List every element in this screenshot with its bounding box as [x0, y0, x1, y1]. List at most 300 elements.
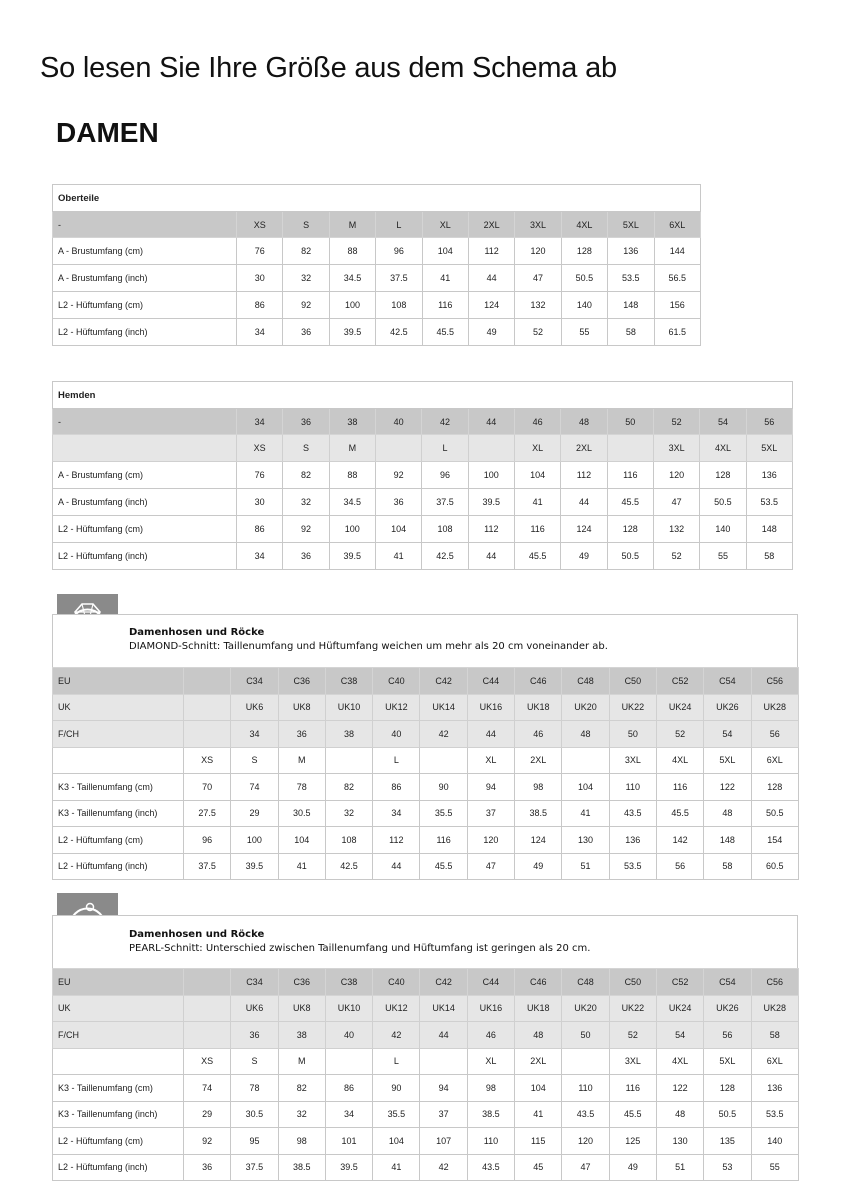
table-cell: 92	[375, 462, 421, 489]
size-letter-cell: XS	[237, 435, 283, 462]
size-header-cell: 48	[562, 721, 609, 748]
table-cell: 47	[467, 853, 514, 880]
measurement-row	[53, 319, 701, 346]
size-letter-cell: 4XL	[700, 435, 746, 462]
table-cell: 92	[184, 1128, 231, 1155]
size-header-cell: C40	[373, 969, 420, 996]
table-cell: 41	[375, 543, 421, 570]
size-header-cell	[184, 694, 231, 721]
row-label	[53, 747, 184, 774]
table-cell: 104	[515, 1075, 562, 1102]
table-cell: 41	[422, 265, 468, 292]
table-cell: 42.5	[422, 543, 468, 570]
table-cell: 27.5	[184, 800, 231, 827]
table-cell: 116	[514, 516, 560, 543]
pearl-title: Damenhosen und Röcke	[129, 929, 265, 940]
table-cell: 142	[656, 827, 703, 854]
size-header-cell: XL	[422, 212, 468, 238]
row-label: A - Brustumfang (inch)	[53, 489, 237, 516]
table-cell: 110	[562, 1075, 609, 1102]
size-header-row	[53, 747, 799, 774]
table-cell: 76	[237, 462, 283, 489]
table-cell: 94	[467, 774, 514, 801]
measurement-row	[53, 774, 799, 801]
size-header-cell: M	[278, 747, 325, 774]
table-caption-row	[53, 382, 793, 409]
size-header-cell	[184, 668, 231, 695]
pearl-header-panel	[52, 915, 798, 968]
row-label: K3 - Taillenumfang (cm)	[53, 1075, 184, 1102]
row-label: EU	[53, 668, 184, 695]
size-header-cell	[325, 1048, 372, 1075]
table-cell: 100	[231, 827, 278, 854]
size-header-cell: C38	[325, 969, 372, 996]
table-cell: 38.5	[515, 800, 562, 827]
table-cell: 144	[654, 238, 700, 265]
size-header-cell: UK18	[515, 995, 562, 1022]
size-header-cell: 38	[278, 1022, 325, 1049]
row-label: K3 - Taillenumfang (inch)	[53, 1101, 184, 1128]
table-cell: 50.5	[607, 543, 653, 570]
size-header-cell: UK10	[325, 694, 372, 721]
table-cell: 30	[237, 489, 283, 516]
size-header-cell	[184, 969, 231, 996]
row-label: L2 - Hüftumfang (inch)	[53, 543, 237, 570]
size-letter-row	[53, 435, 793, 462]
table-cell: 37	[420, 1101, 467, 1128]
size-header-cell: UK12	[373, 995, 420, 1022]
table-cell: 38.5	[467, 1101, 514, 1128]
table-cell: 29	[231, 800, 278, 827]
size-header-cell: 5XL	[704, 747, 751, 774]
table-cell: 104	[278, 827, 325, 854]
size-header-cell: C52	[656, 969, 703, 996]
size-header-cell	[325, 747, 372, 774]
size-header-cell: C54	[704, 969, 751, 996]
table-cell: 98	[278, 1128, 325, 1155]
size-header-cell: 50	[609, 721, 656, 748]
size-header-cell: UK14	[420, 995, 467, 1022]
table-cell: 112	[468, 516, 514, 543]
table-cell: 107	[420, 1128, 467, 1155]
diamond-header-panel	[52, 614, 798, 667]
table-cell: 42.5	[376, 319, 422, 346]
size-header-row	[53, 995, 799, 1022]
table-cell: 36	[283, 543, 329, 570]
size-header-cell	[562, 747, 609, 774]
table-cell: 34	[325, 1101, 372, 1128]
table-cell: 36	[283, 319, 329, 346]
table-cell: 140	[700, 516, 746, 543]
size-letter-cell: M	[329, 435, 375, 462]
table-cell: 39.5	[329, 543, 375, 570]
row-label: A - Brustumfang (inch)	[53, 265, 237, 292]
size-header-cell: UK28	[751, 694, 798, 721]
table-cell: 96	[422, 462, 468, 489]
table-cell: 45.5	[607, 489, 653, 516]
table-cell: 32	[325, 800, 372, 827]
table-cell: 128	[561, 238, 607, 265]
size-header-cell	[420, 1048, 467, 1075]
table-cell: 56.5	[654, 265, 700, 292]
size-header-cell: 4XL	[656, 1048, 703, 1075]
size-header-cell: 34	[237, 409, 283, 435]
size-header-row	[53, 668, 799, 695]
size-header-cell: C44	[467, 668, 514, 695]
table-cell: 128	[751, 774, 798, 801]
table-cell: 45.5	[422, 319, 468, 346]
size-header-cell: 52	[609, 1022, 656, 1049]
corner-cell: -	[53, 212, 237, 238]
row-label: A - Brustumfang (cm)	[53, 462, 237, 489]
table-cell: 37.5	[231, 1154, 278, 1181]
table-cell: 56	[656, 853, 703, 880]
table-cell: 120	[562, 1128, 609, 1155]
table-cell: 124	[561, 516, 607, 543]
table-cell: 58	[704, 853, 751, 880]
table-cell: 53	[704, 1154, 751, 1181]
size-header-cell: 56	[746, 409, 792, 435]
size-header-cell: C50	[609, 969, 656, 996]
measurement-row	[53, 265, 701, 292]
size-header-cell: XS	[237, 212, 283, 238]
size-header-cell: 34	[231, 721, 278, 748]
row-label: L2 - Hüftumfang (cm)	[53, 292, 237, 319]
row-label: K3 - Taillenumfang (inch)	[53, 800, 184, 827]
size-header-cell: UK16	[467, 694, 514, 721]
size-header-cell: 56	[704, 1022, 751, 1049]
size-header-cell: L	[376, 212, 422, 238]
size-header-cell: 52	[656, 721, 703, 748]
table-cell: 53.5	[746, 489, 792, 516]
table-cell: 116	[607, 462, 653, 489]
table-cell: 39.5	[329, 319, 375, 346]
size-header-cell: 4XL	[561, 212, 607, 238]
size-header-cell: 44	[420, 1022, 467, 1049]
table-cell: 94	[420, 1075, 467, 1102]
size-header-cell: 42	[373, 1022, 420, 1049]
row-label: F/CH	[53, 721, 184, 748]
table-cell: 55	[751, 1154, 798, 1181]
table-cell: 53.5	[751, 1101, 798, 1128]
table-cell: 51	[656, 1154, 703, 1181]
table-cell: 70	[184, 774, 231, 801]
table-cell: 47	[562, 1154, 609, 1181]
table-cell: 53.5	[608, 265, 654, 292]
size-header-cell: UK26	[704, 694, 751, 721]
table-cell: 86	[237, 292, 283, 319]
table-cell: 148	[704, 827, 751, 854]
table-cell: 44	[468, 543, 514, 570]
table-caption: Oberteile	[53, 185, 701, 212]
size-header-row	[53, 721, 799, 748]
corner-cell: -	[53, 409, 237, 435]
table-cell: 98	[515, 774, 562, 801]
size-header-cell: C36	[278, 969, 325, 996]
table-cell: 32	[283, 489, 329, 516]
table-cell: 34.5	[329, 265, 375, 292]
size-header-cell: C34	[231, 668, 278, 695]
table-cell: 37.5	[422, 489, 468, 516]
table-cell: 61.5	[654, 319, 700, 346]
size-header-cell: 50	[562, 1022, 609, 1049]
table-cell: 39.5	[468, 489, 514, 516]
hemden-table	[52, 381, 793, 570]
size-letter-cell: 2XL	[561, 435, 607, 462]
table-cell: 128	[704, 1075, 751, 1102]
table-cell: 104	[375, 516, 421, 543]
size-header-cell: UK6	[231, 995, 278, 1022]
table-cell: 104	[373, 1128, 420, 1155]
table-cell: 52	[515, 319, 561, 346]
table-cell: 100	[329, 292, 375, 319]
size-header-cell: UK8	[278, 995, 325, 1022]
table-cell: 50.5	[751, 800, 798, 827]
table-cell: 82	[325, 774, 372, 801]
table-cell: 125	[609, 1128, 656, 1155]
measurement-row	[53, 853, 799, 880]
table-cell: 32	[283, 265, 329, 292]
size-header-cell: UK16	[467, 995, 514, 1022]
size-header-cell: 46	[514, 409, 560, 435]
size-header-cell: UK12	[373, 694, 420, 721]
size-letter-cell	[468, 435, 514, 462]
size-header-cell: UK28	[751, 995, 798, 1022]
table-cell: 110	[467, 1128, 514, 1155]
table-cell: 43.5	[467, 1154, 514, 1181]
table-cell: 44	[373, 853, 420, 880]
table-cell: 98	[467, 1075, 514, 1102]
table-cell: 136	[609, 827, 656, 854]
size-header-cell: 50	[607, 409, 653, 435]
table-cell: 90	[373, 1075, 420, 1102]
size-header-cell: XL	[467, 747, 514, 774]
table-cell: 108	[422, 516, 468, 543]
table-cell: 92	[283, 292, 329, 319]
size-header-cell: XL	[467, 1048, 514, 1075]
size-letter-cell	[375, 435, 421, 462]
measurement-row	[53, 1075, 799, 1102]
size-header-cell: XS	[184, 1048, 231, 1075]
table-cell: 112	[561, 462, 607, 489]
size-header-row	[53, 694, 799, 721]
table-cell: 50.5	[704, 1101, 751, 1128]
table-cell: 37.5	[376, 265, 422, 292]
size-header-row	[53, 969, 799, 996]
measurement-row	[53, 489, 793, 516]
table-cell: 43.5	[609, 800, 656, 827]
table-cell: 47	[515, 265, 561, 292]
measurement-row	[53, 292, 701, 319]
table-cell: 36	[375, 489, 421, 516]
size-header-cell: UK14	[420, 694, 467, 721]
size-header-cell: 38	[329, 409, 375, 435]
size-header-cell: C42	[420, 668, 467, 695]
table-cell: 30	[237, 265, 283, 292]
table-cell: 96	[184, 827, 231, 854]
row-label: EU	[53, 969, 184, 996]
size-header-cell: 36	[283, 409, 329, 435]
table-cell: 122	[656, 1075, 703, 1102]
measurement-row	[53, 1128, 799, 1155]
measurement-row	[53, 1154, 799, 1181]
size-header-cell: 44	[467, 721, 514, 748]
table-cell: 37.5	[184, 853, 231, 880]
table-cell: 132	[653, 516, 699, 543]
size-header-cell: 46	[467, 1022, 514, 1049]
row-label: UK	[53, 694, 184, 721]
table-cell: 34	[373, 800, 420, 827]
row-label: F/CH	[53, 1022, 184, 1049]
size-header-cell: 42	[422, 409, 468, 435]
table-cell: 116	[609, 1075, 656, 1102]
table-cell: 30.5	[278, 800, 325, 827]
size-header-cell: 48	[561, 409, 607, 435]
size-letter-cell: S	[283, 435, 329, 462]
table-cell: 39.5	[231, 853, 278, 880]
table-cell: 88	[329, 462, 375, 489]
table-cell: 120	[467, 827, 514, 854]
table-cell: 148	[608, 292, 654, 319]
row-label: K3 - Taillenumfang (cm)	[53, 774, 184, 801]
measurement-row	[53, 516, 793, 543]
measurement-row	[53, 543, 793, 570]
table-cell: 36	[184, 1154, 231, 1181]
diamond-title: Damenhosen und Röcke	[129, 627, 265, 638]
table-cell: 51	[562, 853, 609, 880]
table-cell: 154	[751, 827, 798, 854]
table-cell: 74	[184, 1075, 231, 1102]
size-header-cell: 36	[231, 1022, 278, 1049]
size-header-cell: 2XL	[468, 212, 514, 238]
size-header-cell: L	[373, 1048, 420, 1075]
table-cell: 136	[608, 238, 654, 265]
table-cell: 48	[704, 800, 751, 827]
table-cell: 156	[654, 292, 700, 319]
table-cell: 41	[514, 489, 560, 516]
size-letter-cell	[607, 435, 653, 462]
size-header-cell: 46	[515, 721, 562, 748]
row-label: L2 - Hüftumfang (cm)	[53, 1128, 184, 1155]
table-cell: 108	[376, 292, 422, 319]
size-header-cell: M	[329, 212, 375, 238]
size-header-cell: UK24	[656, 694, 703, 721]
table-cell: 45.5	[514, 543, 560, 570]
diamond-table	[52, 667, 799, 880]
table-cell: 82	[278, 1075, 325, 1102]
table-cell: 49	[468, 319, 514, 346]
row-label: L2 - Hüftumfang (cm)	[53, 516, 237, 543]
table-cell: 48	[656, 1101, 703, 1128]
table-cell: 58	[608, 319, 654, 346]
size-header-cell	[562, 1048, 609, 1075]
table-cell: 86	[237, 516, 283, 543]
table-cell: 140	[751, 1128, 798, 1155]
table-caption: Hemden	[53, 382, 793, 409]
table-cell: 100	[329, 516, 375, 543]
size-header-cell: 40	[373, 721, 420, 748]
pearl-table	[52, 968, 799, 1181]
table-cell: 35.5	[420, 800, 467, 827]
size-header-cell: 6XL	[751, 747, 798, 774]
size-header-cell: 54	[700, 409, 746, 435]
table-cell: 116	[420, 827, 467, 854]
size-header-cell: 54	[704, 721, 751, 748]
size-header-cell: UK20	[562, 995, 609, 1022]
table-cell: 58	[746, 543, 792, 570]
size-header-cell: 5XL	[704, 1048, 751, 1075]
size-header-cell	[184, 721, 231, 748]
size-header-cell: C50	[609, 668, 656, 695]
size-header-cell: 38	[325, 721, 372, 748]
size-header-cell: 42	[420, 721, 467, 748]
size-header-cell: UK22	[609, 995, 656, 1022]
size-number-row	[53, 409, 793, 435]
table-cell: 104	[514, 462, 560, 489]
table-cell: 86	[373, 774, 420, 801]
size-header-cell: 58	[751, 1022, 798, 1049]
size-header-cell	[420, 747, 467, 774]
measurement-row	[53, 800, 799, 827]
size-header-cell: C46	[515, 668, 562, 695]
table-cell: 41	[562, 800, 609, 827]
table-cell: 45.5	[609, 1101, 656, 1128]
empty-cell	[53, 435, 237, 462]
diamond-description: DIAMOND-Schnitt: Taillenumfang und Hüftumfang weichen um mehr als 20 cm voneinander ab.	[129, 641, 608, 652]
table-cell: 34	[237, 319, 283, 346]
table-cell: 30.5	[231, 1101, 278, 1128]
table-cell: 120	[653, 462, 699, 489]
size-header-cell: C48	[562, 668, 609, 695]
table-cell: 88	[329, 238, 375, 265]
table-cell: 44	[561, 489, 607, 516]
size-header-cell: 3XL	[515, 212, 561, 238]
table-cell: 45.5	[656, 800, 703, 827]
table-cell: 148	[746, 516, 792, 543]
size-header-cell: 4XL	[656, 747, 703, 774]
table-cell: 92	[283, 516, 329, 543]
row-label: L2 - Hüftumfang (inch)	[53, 853, 184, 880]
table-cell: 136	[746, 462, 792, 489]
table-cell: 74	[231, 774, 278, 801]
size-header-cell: C44	[467, 969, 514, 996]
table-cell: 38.5	[278, 1154, 325, 1181]
size-header-cell: UK6	[231, 694, 278, 721]
measurement-row	[53, 827, 799, 854]
size-header-cell: 6XL	[751, 1048, 798, 1075]
measurement-row	[53, 1101, 799, 1128]
row-label: L2 - Hüftumfang (inch)	[53, 1154, 184, 1181]
table-cell: 55	[561, 319, 607, 346]
pearl-description: PEARL-Schnitt: Unterschied zwischen Taillenumfang und Hüftumfang ist geringen als 20 cm.	[129, 943, 591, 954]
table-cell: 49	[609, 1154, 656, 1181]
table-cell: 41	[373, 1154, 420, 1181]
size-header-cell: UK26	[704, 995, 751, 1022]
table-cell: 128	[700, 462, 746, 489]
table-cell: 55	[700, 543, 746, 570]
table-cell: 82	[283, 462, 329, 489]
size-header-cell: C40	[373, 668, 420, 695]
row-label: L2 - Hüftumfang (cm)	[53, 827, 184, 854]
table-cell: 78	[278, 774, 325, 801]
size-header-cell: 40	[375, 409, 421, 435]
table-cell: 132	[515, 292, 561, 319]
table-cell: 128	[607, 516, 653, 543]
table-cell: 42.5	[325, 853, 372, 880]
measurement-row	[53, 462, 793, 489]
table-cell: 50.5	[700, 489, 746, 516]
table-cell: 130	[562, 827, 609, 854]
